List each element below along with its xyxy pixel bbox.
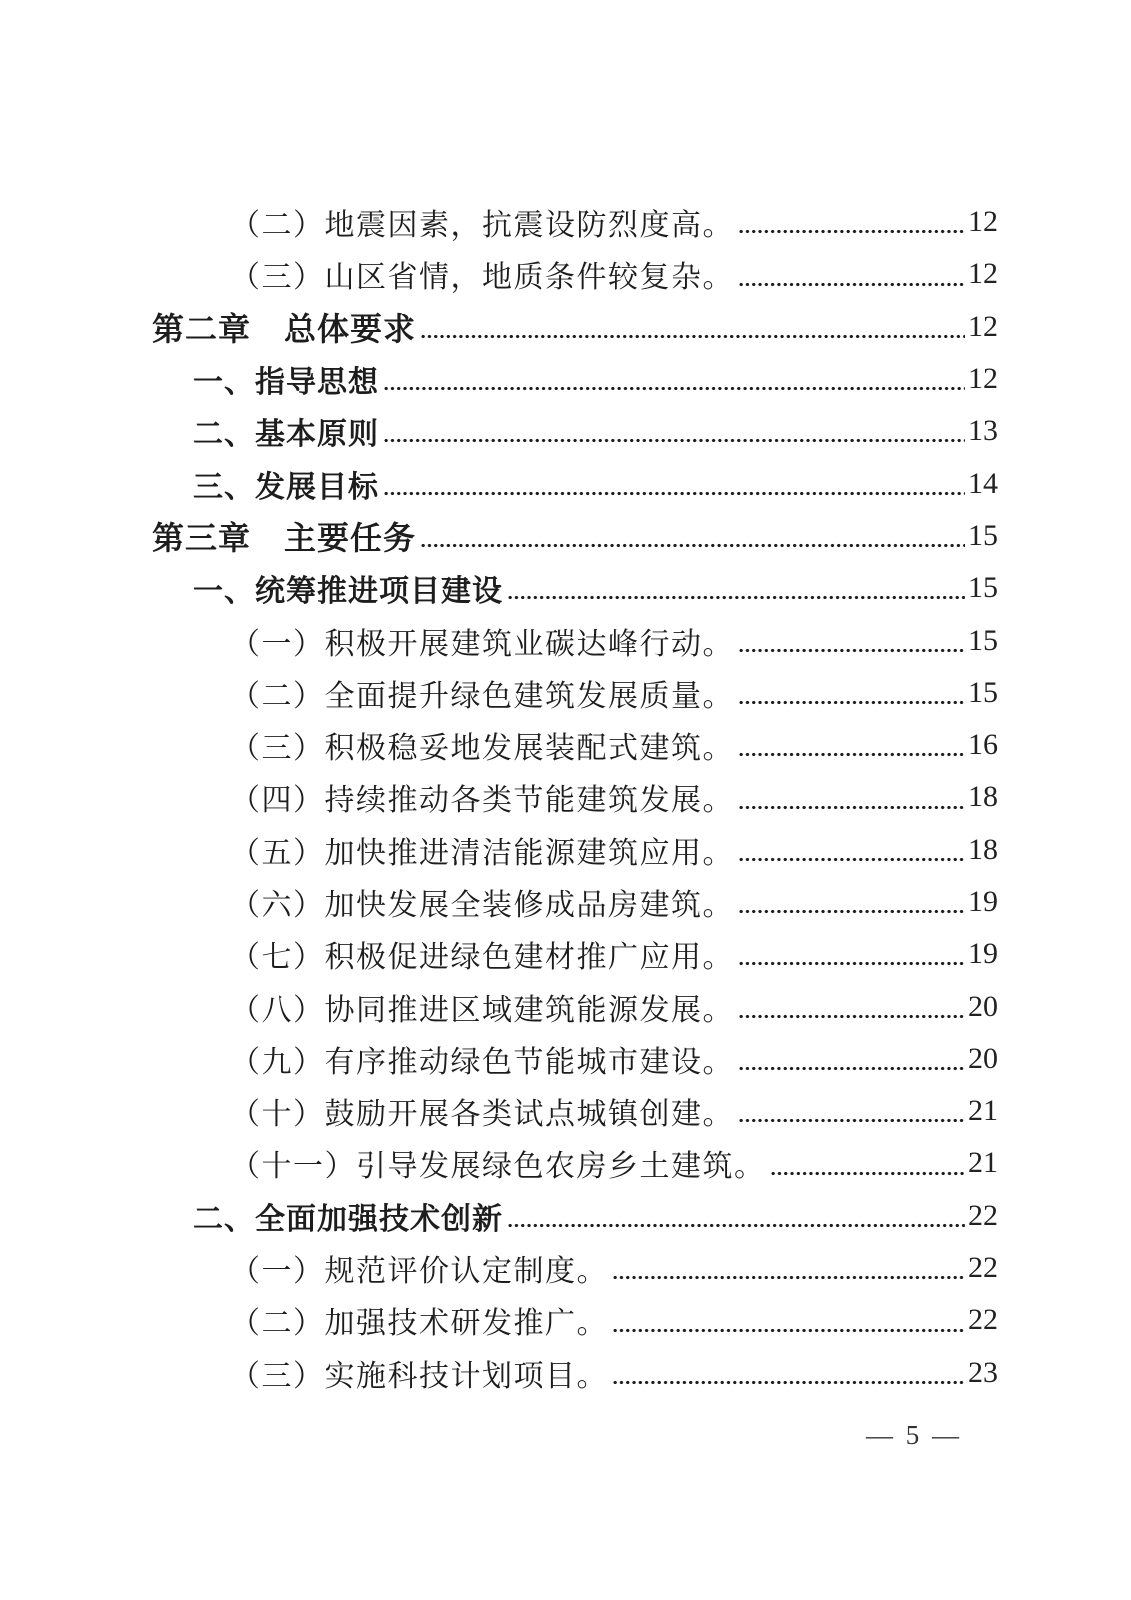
toc-entry-text: （四）持续推动各类节能建筑发展。 xyxy=(230,784,734,818)
toc-entry-page: 19 xyxy=(968,937,998,971)
toc-entry xyxy=(152,248,998,300)
toc-entry-page: 20 xyxy=(968,989,998,1023)
toc-entry xyxy=(152,1085,998,1137)
toc-entry xyxy=(152,771,998,823)
toc-leader-dots xyxy=(738,801,965,814)
toc-list xyxy=(152,196,998,1399)
toc-entry-text: （二）全面提升绿色建筑发展质量。 xyxy=(230,679,734,713)
toc-entry-page: 23 xyxy=(968,1355,998,1389)
toc-entry-text: 一、指导思想 xyxy=(193,366,379,400)
toc-entry-page: 22 xyxy=(968,1303,998,1337)
toc-entry-text: （七）积极促进绿色建材推广应用。 xyxy=(230,941,734,975)
toc-entry xyxy=(152,928,998,980)
toc-entry xyxy=(152,457,998,509)
toc-entry-text: （二）地震因素，抗震设防烈度高。 xyxy=(230,209,734,243)
toc-entry-page: 20 xyxy=(968,1041,998,1075)
toc-entry-text: （八）协同推进区域建筑能源发展。 xyxy=(230,993,734,1027)
toc-entry-text: （十）鼓励开展各类试点城镇创建。 xyxy=(230,1098,734,1132)
toc-entry-text: （三）实施科技计划项目。 xyxy=(230,1359,608,1393)
toc-entry xyxy=(152,876,998,928)
toc-entry xyxy=(152,301,998,353)
toc-entry-page: 19 xyxy=(968,885,998,918)
toc-entry xyxy=(152,1137,998,1189)
toc-leader-dots xyxy=(612,1376,965,1389)
toc-entry xyxy=(152,1242,998,1294)
toc-entry-text: （一）积极开展建筑业碳达峰行动。 xyxy=(230,627,734,661)
toc-entry-page: 22 xyxy=(968,1251,998,1285)
toc-leader-dots xyxy=(383,382,965,395)
toc-entry-page: 13 xyxy=(968,414,998,448)
toc-entry xyxy=(152,562,998,614)
toc-leader-dots xyxy=(738,225,965,238)
toc-entry xyxy=(152,1347,998,1399)
toc-entry xyxy=(152,1033,998,1085)
toc-entry xyxy=(152,196,998,248)
toc-leader-dots xyxy=(612,1271,965,1284)
toc-entry-page: 16 xyxy=(968,728,998,762)
toc-leader-dots xyxy=(383,487,965,500)
toc-entry-page: 15 xyxy=(968,518,998,552)
toc-entry xyxy=(152,353,998,405)
toc-entry-page: 12 xyxy=(968,362,998,396)
page-footer xyxy=(866,1420,962,1451)
toc-leader-dots xyxy=(738,696,965,709)
toc-entry-text: （三）山区省情，地质条件较复杂。 xyxy=(230,261,734,295)
toc-entry-page: 21 xyxy=(968,1094,998,1128)
toc-entry-page: 15 xyxy=(968,675,998,709)
toc-leader-dots xyxy=(738,905,965,918)
toc-leader-dots xyxy=(770,1167,966,1180)
toc-entry-page: 15 xyxy=(968,571,998,605)
toc-leader-dots xyxy=(738,853,965,866)
toc-leader-dots xyxy=(420,330,965,343)
toc-entry-text: （三）积极稳妥地发展装配式建筑。 xyxy=(230,732,734,766)
toc-entry xyxy=(152,1294,998,1346)
toc-entry xyxy=(152,1190,998,1242)
toc-leader-dots xyxy=(507,591,965,604)
toc-entry-text: （一）规范评价认定制度。 xyxy=(230,1255,608,1289)
toc-entry xyxy=(152,614,998,666)
toc-entry-text: 二、基本原则 xyxy=(193,418,379,452)
toc-leader-dots xyxy=(738,957,965,970)
toc-leader-dots xyxy=(738,748,965,761)
toc-entry-text: （九）有序推动绿色节能城市建设。 xyxy=(230,1045,734,1079)
toc-leader-dots xyxy=(507,1219,965,1232)
toc-leader-dots xyxy=(738,1114,965,1127)
toc-entry-text: 一、统筹推进项目建设 xyxy=(193,575,503,609)
toc-entry-page: 21 xyxy=(968,1146,998,1180)
toc-entry-page: 18 xyxy=(968,832,998,866)
toc-entry-text: 三、发展目标 xyxy=(193,470,379,504)
toc-entry xyxy=(152,824,998,876)
toc-entry-page: 14 xyxy=(968,466,998,500)
toc-entry-page: 12 xyxy=(968,309,998,343)
toc-entry-text: （五）加快推进清洁能源建筑应用。 xyxy=(230,836,734,870)
toc-entry-text: （十一）引导发展绿色农房乡土建筑。 xyxy=(230,1150,766,1184)
toc-leader-dots xyxy=(738,1062,965,1075)
toc-entry-text: （二）加强技术研发推广。 xyxy=(230,1307,608,1341)
toc-entry xyxy=(152,980,998,1032)
toc-entry-page: 18 xyxy=(968,780,998,814)
toc-entry-text: 第三章 主要任务 xyxy=(152,519,417,556)
toc-entry xyxy=(152,667,998,719)
toc-entry-text: 第二章 总体要求 xyxy=(152,310,417,347)
toc-entry-text: 二、全面加强技术创新 xyxy=(193,1202,503,1236)
toc-entry-page: 22 xyxy=(968,1198,998,1232)
page-number: — 5 — xyxy=(866,1420,962,1450)
toc-leader-dots xyxy=(612,1324,965,1337)
toc-entry xyxy=(152,719,998,771)
toc-entry xyxy=(152,510,998,562)
toc-entry-page: 15 xyxy=(968,623,998,657)
toc-leader-dots xyxy=(738,644,965,657)
toc-entry-text: （六）加快发展全装修成品房建筑。 xyxy=(230,889,734,922)
toc-entry-page: 12 xyxy=(968,257,998,291)
toc-entry-page: 12 xyxy=(968,205,998,239)
toc-leader-dots xyxy=(420,539,965,552)
toc-leader-dots xyxy=(738,1010,965,1023)
toc-leader-dots xyxy=(738,278,965,291)
toc-entry xyxy=(152,405,998,457)
toc-leader-dots xyxy=(383,434,965,447)
